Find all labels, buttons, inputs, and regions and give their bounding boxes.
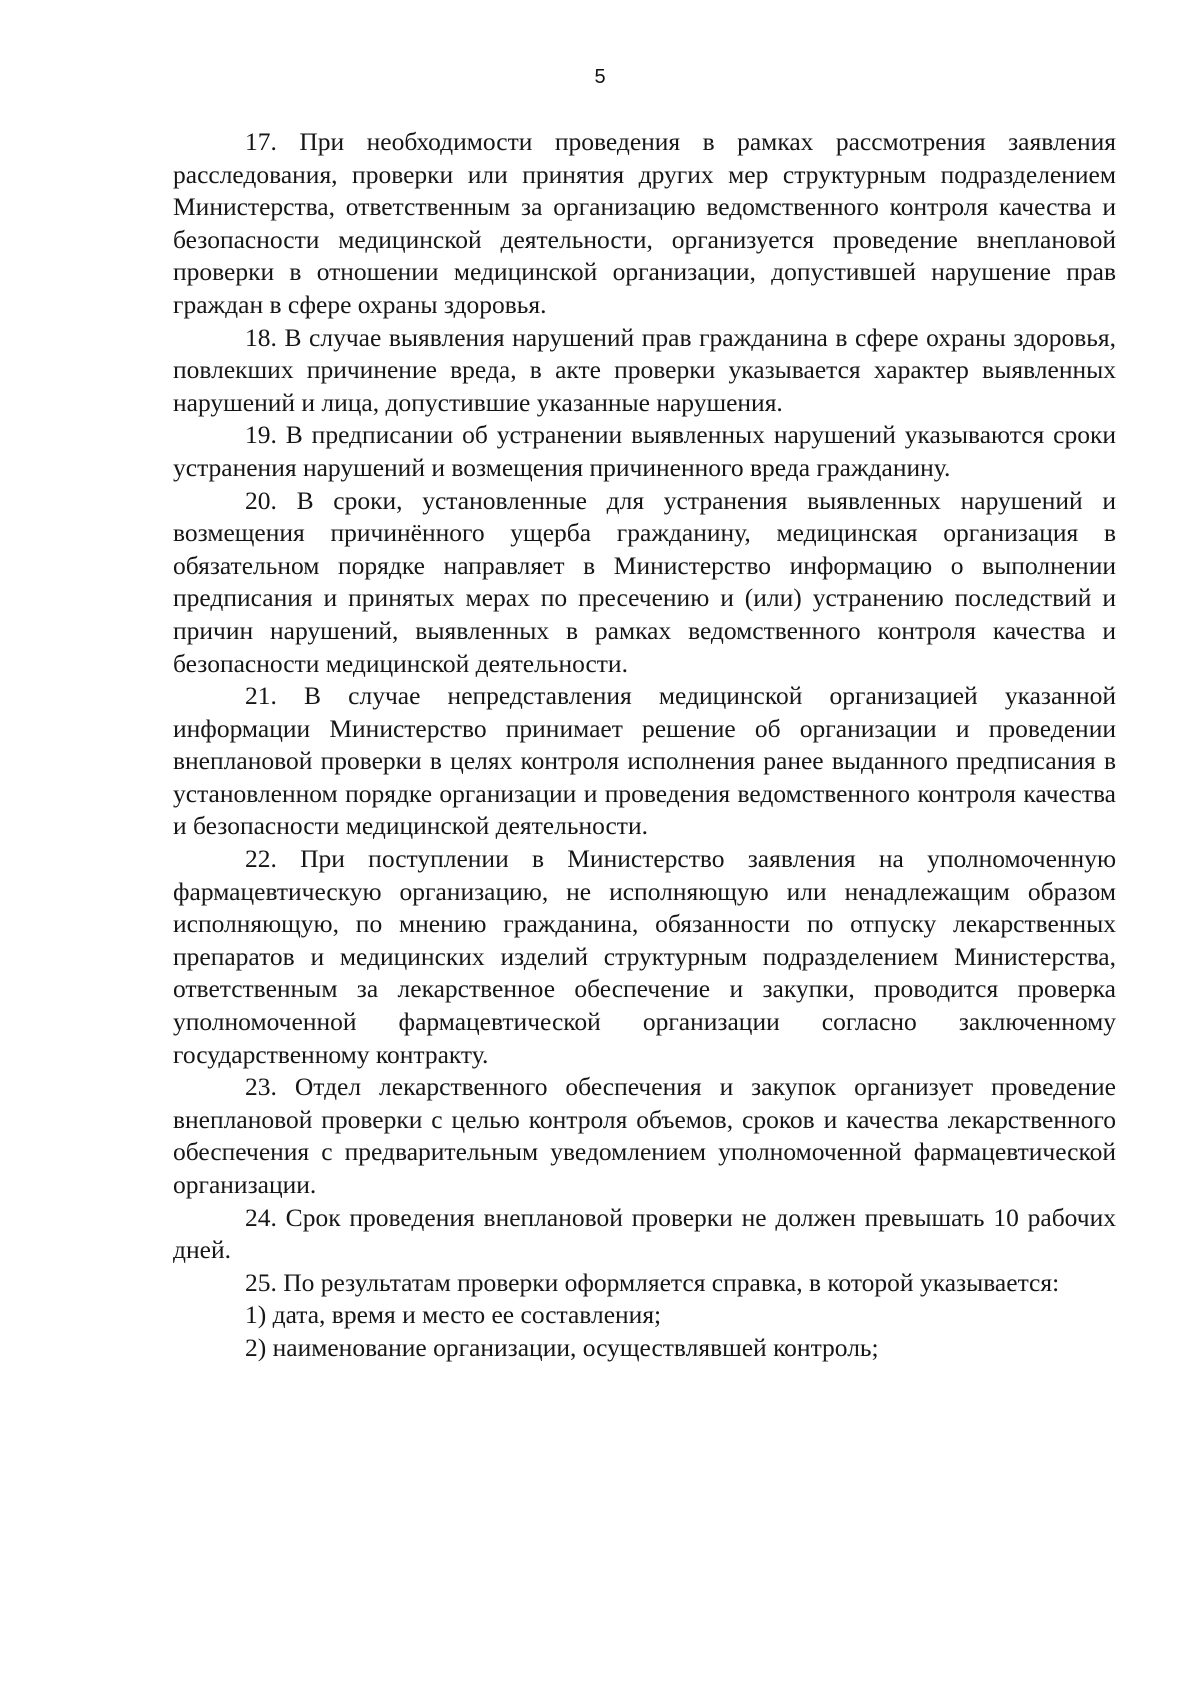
paragraph-20: 20. В сроки, установленные для устранения выявленных нарушений и возмещения причинённого ущерба гражданину, медицинская организация в обязательном порядке направляет в Министерство информацию о выполнении предписания и принятых мерах по пресечению и (или) устранению последствий и причин нарушений, выявленных в рамках ведомственного контроля качества и безопасности медицинской деятельности.: [173, 485, 1116, 678]
paragraph-23: 23. Отдел лекарственного обеспечения и закупок организует проведение внеплановой проверки с целью контроля объемов, сроков и качества лекарственного обеспечения с предварительным уведомлением уполномоченной фармацевтической организации.: [173, 1072, 1116, 1199]
document-body: [173, 126, 1116, 1365]
list-item-2: 2) наименование организации, осуществлявшей контроль;: [245, 1332, 879, 1362]
page-number: 5: [594, 66, 606, 88]
paragraph-19: 19. В предписании об устранении выявленных нарушений указываются сроки устранения нарушений и возмещения причиненного вреда гражданину.: [173, 420, 1116, 482]
paragraph-25: 25. По результатам проверки оформляется справка, в которой указывается:: [245, 1267, 1060, 1297]
paragraph-18: 18. В случае выявления нарушений прав гражданина в сфере охраны здоровья, повлекших причинение вреда, в акте проверки указывается характер выявленных нарушений и лица, допустившие указанные нарушения.: [173, 322, 1116, 417]
paragraph-22: 22. При поступлении в Министерство заявления на уполномоченную фармацевтическую организацию, не исполняющую или ненадлежащим образом исполняющую, по мнению гражданина, обязанности по отпуску лекарственных препаратов и медицинских изделий структурным подразделением Министерства, ответственным за лекарственное обеспечение и закупки, проводится проверка уполномоченной фармацевтической организации согласно заключенному государственному контракту.: [173, 844, 1116, 1069]
paragraph-21: 21. В случае непредставления медицинской организацией указанной информации Министерство принимает решение об организации и проведении внеплановой проверки в целях контроля исполнения ранее выданного предписания в установленном порядке организации и проведения ведомственного контроля качества и безопасности медицинской деятельности.: [173, 681, 1116, 841]
paragraph-24: 24. Срок проведения внеплановой проверки не должен превышать 10 рабочих дней.: [173, 1202, 1116, 1265]
paragraph-17: 17. При необходимости проведения в рамках рассмотрения заявления расследования, проверки или принятия других мер структурным подразделением Министерства, ответственным за организацию ведомственного контроля качества и безопасности медицинской деятельности, организуется проведение внеплановой проверки в отношении медицинской организации, допустившей нарушение прав граждан в сфере охраны здоровья.: [173, 127, 1116, 319]
list-item-1: 1) дата, время и место ее составления;: [245, 1300, 662, 1330]
